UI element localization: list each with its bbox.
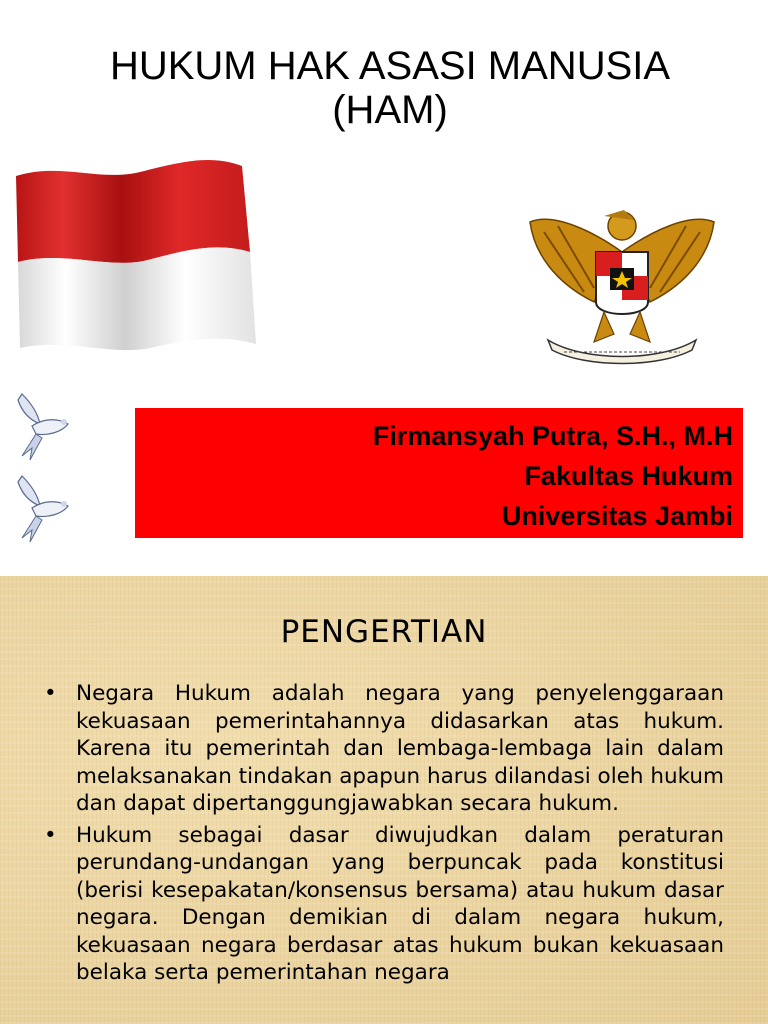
faculty-name: Fakultas Hukum [524, 461, 733, 491]
slide-heading: PENGERTIAN [280, 614, 488, 650]
dove-icon [12, 472, 74, 544]
bullet-icon: • [44, 822, 57, 848]
bullet-list [40, 680, 724, 991]
university-name: Universitas Jambi [501, 501, 733, 531]
dove-icon [12, 390, 74, 462]
bullet-icon: • [44, 681, 57, 706]
list-item [40, 680, 724, 818]
bullet-text: Hukum sebagai dasar diwujudkan dalam peraturan perundang-undangan yang berpuncak pada konstitusi (berisi kesepakatan/konsensus bersama) atau hukum dasar negara. Dengan demikian di dalam negara hukum, kekuasaan negara berdasar atas hukum bukan kekuasaan belaka serta pemerintahan negara [76, 822, 724, 985]
slide-title-line-1: HUKUM HAK ASASI MANUSIA [109, 44, 671, 88]
bullet-text: Negara Hukum adalah negara yang penyelenggaraan kekuasaan pemerintahannya didasarkan atas hukum. Karena itu pemerintah dan lembaga-lembaga lain dalam melaksanakan tindakan apapun harus dilandasi oleh hukum dan dapat dipertanggungjawabkan secara hukum. [76, 681, 724, 816]
author-name: Firmansyah Putra, S.H., M.H [372, 421, 733, 451]
indonesia-flag-icon [10, 152, 260, 352]
list-item [40, 822, 724, 987]
slide-title-line-2: (HAM) [332, 88, 448, 132]
garuda-pancasila-emblem-icon [524, 192, 720, 370]
author-banner [135, 408, 743, 538]
slide-title [40, 44, 740, 132]
definition-slide [0, 576, 768, 1024]
